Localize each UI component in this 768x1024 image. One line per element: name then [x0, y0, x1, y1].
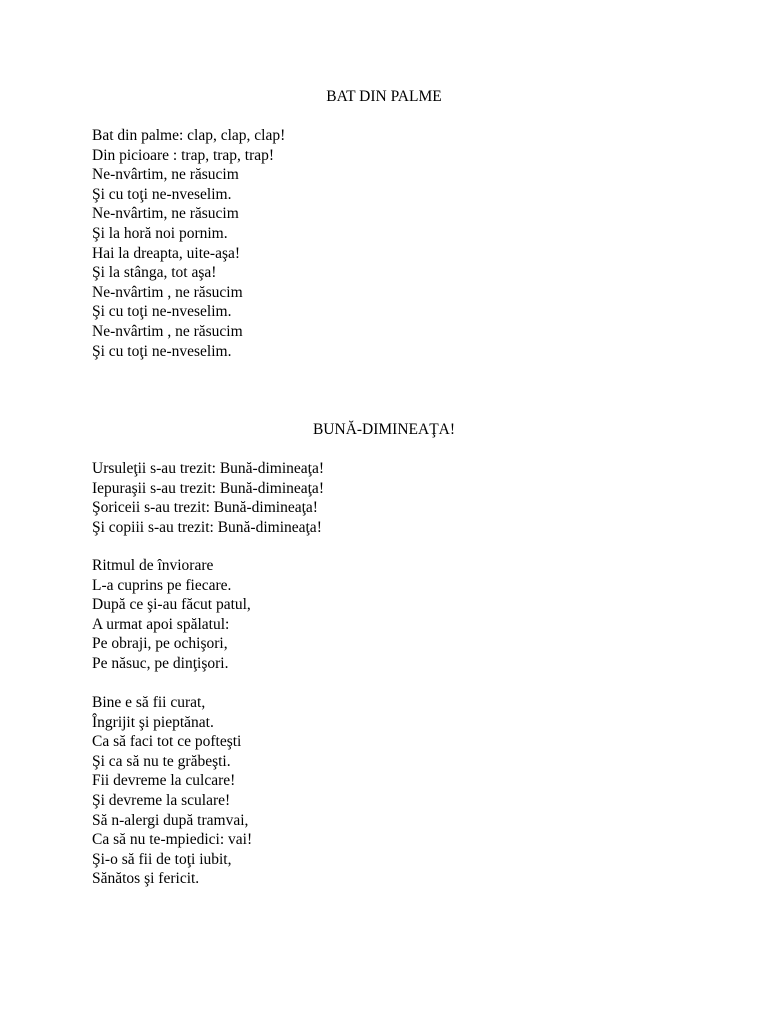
verse-line: Ursuleţii s-au trezit: Bună-dimineaţa! [92, 460, 324, 477]
stanza-2 [92, 459, 324, 537]
verse-line: Bat din palme: clap, clap, clap! [92, 127, 286, 144]
verse-line: Ca să nu te-mpiedici: vai! [92, 831, 253, 849]
verse-line: Pe năsuc, pe dinţişori. [92, 654, 229, 672]
verse-line: Ne-nvârtim, ne răsucim [92, 205, 239, 223]
verse-line: A urmat apoi spălatul: [92, 615, 230, 633]
verse-line: Şi copiii s-au trezit: Bună-dimineaţa! [92, 518, 322, 536]
verse-line: Ca să faci tot ce pofteşti [92, 733, 242, 751]
verse-line: Ne-nvârtim , ne răsucim [92, 322, 243, 340]
verse-line: Pe obraji, pe ochişori, [92, 635, 228, 653]
verse-line: Şi la stânga, tot aşa! [92, 264, 217, 282]
verse-line: Bine e să fii curat, [92, 694, 206, 711]
verse-line: Şi devreme la sculare! [92, 791, 231, 809]
verse-line: Fii devreme la culcare! [92, 772, 236, 790]
verse-line: Ne-nvârtim , ne răsucim [92, 283, 243, 301]
poem-title-buna-dimineata: BUNĂ-DIMINEAŢA! [312, 421, 456, 438]
verse-line: Să n-alergi după tramvai, [92, 811, 249, 829]
verse-line: Hai la dreapta, uite-aşa! [92, 244, 241, 262]
verse-line: Şi cu toţi ne-nveselim. [92, 342, 232, 360]
stanza-3 [92, 556, 251, 674]
verse-line: După ce şi-au făcut patul, [92, 596, 251, 614]
verse-line: Şi la horă noi pornim. [92, 224, 228, 242]
verse-line: Din picioare : trap, trap, trap! [92, 146, 275, 164]
verse-line: Şi ca să nu te grăbeşti. [92, 752, 231, 770]
verse-line: L-a cuprins pe fiecare. [92, 576, 232, 594]
verse-line: Ritmul de înviorare [92, 557, 214, 574]
poem-title-bat-din-palme: BAT DIN PALME [326, 88, 442, 105]
verse-line: Şi cu toţi ne-nveselim. [92, 185, 232, 203]
verse-line: Iepuraşii s-au trezit: Bună-dimineaţa! [92, 479, 324, 497]
verse-line: Şi-o să fii de toţi iubit, [92, 850, 232, 868]
stanza-4 [92, 693, 252, 889]
verse-line: Ne-nvârtim, ne răsucim [92, 166, 239, 184]
stanza-1 [92, 126, 285, 361]
verse-line: Sănătos şi fericit. [92, 870, 200, 888]
verse-line: Îngrijit şi pieptănat. [92, 713, 214, 731]
verse-line: Şi cu toţi ne-nveselim. [92, 303, 232, 321]
verse-line: Şoriceii s-au trezit: Bună-dimineaţa! [92, 499, 318, 517]
